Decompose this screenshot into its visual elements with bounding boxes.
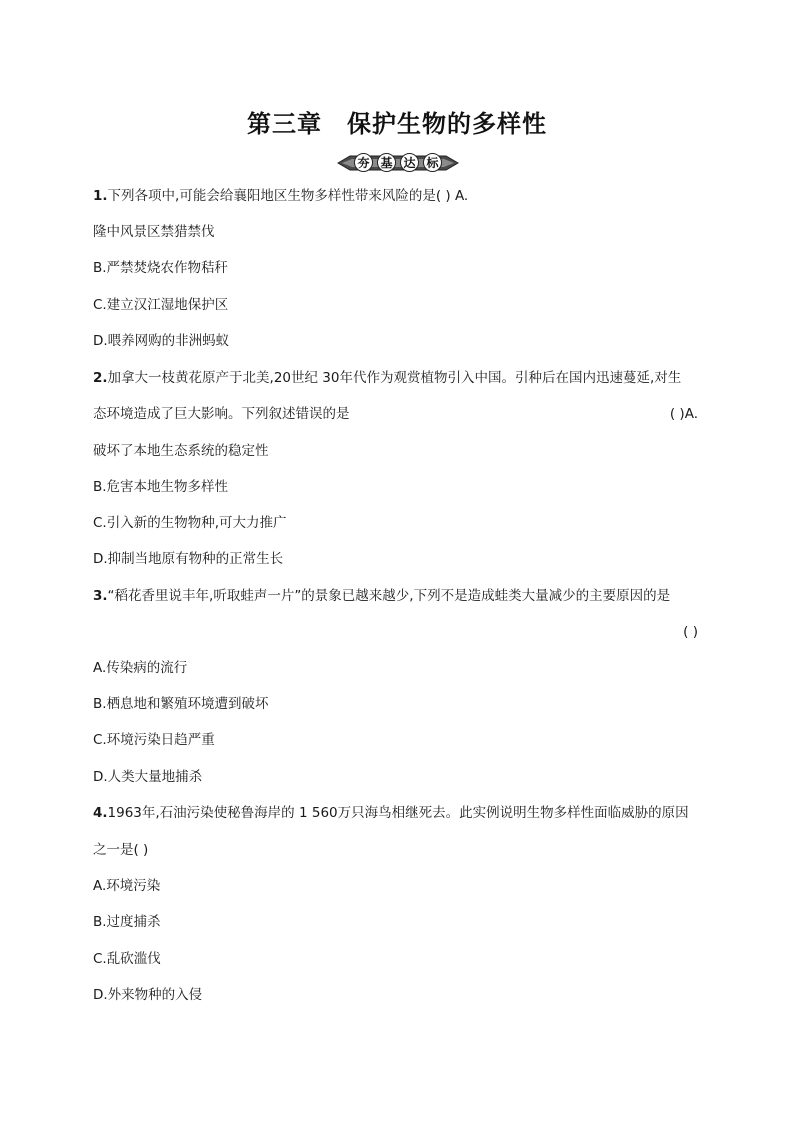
answer-bracket: ( ) <box>683 624 698 640</box>
page-title: 第三章 保护生物的多样性 <box>247 109 547 138</box>
question-text: 1963年,石油污染使秘鲁海岸的 1 560万只海鸟相继死去。此实例说明生物多样性面临威胁的原因 <box>107 805 689 821</box>
question-1-stem-line1 <box>93 186 468 206</box>
question-text: 下列各项中,可能会给襄阳地区生物多样性带来风险的是( ) A. <box>107 188 469 204</box>
question-number: 1. <box>93 188 108 204</box>
question-3-option-d: D.人类大量地捕杀 <box>93 769 203 785</box>
question-3-stem-line1 <box>93 586 670 606</box>
question-3-option-c: C.环境污染日趋严重 <box>93 732 215 748</box>
question-2-option-c: C.引入新的生物物种,可大力推广 <box>93 515 287 531</box>
question-2-stem-line3: 破坏了本地生态系统的稳定性 <box>93 443 269 459</box>
question-3-option-b: B.栖息地和繁殖环境遭到破坏 <box>93 696 269 712</box>
section-badge <box>336 150 460 176</box>
question-text: 加拿大一枝黄花原产于北美,20世纪 30年代作为观赏植物引入中国。引种后在国内迅速蔓延,对生 <box>107 370 682 386</box>
question-number: 4. <box>93 805 108 821</box>
badge-char: 标 <box>423 153 442 172</box>
question-1-option-b: B.严禁焚烧农作物秸秆 <box>93 260 229 276</box>
question-4-option-c: C.乱砍滥伐 <box>93 951 161 967</box>
question-2-stem-line2: 态环境造成了巨大影响。下列叙述错误的是 <box>93 406 350 422</box>
question-2-option-d: D.抑制当地原有物种的正常生长 <box>93 551 284 567</box>
question-2-stem-line1 <box>93 368 681 388</box>
question-1-stem-line2: 隆中风景区禁猎禁伐 <box>93 224 215 240</box>
question-4-stem-line2: 之一是( ) <box>93 842 149 858</box>
badge-char: 夯 <box>354 153 373 172</box>
question-4-option-d: D.外来物种的入侵 <box>93 987 203 1003</box>
question-number: 3. <box>93 588 108 604</box>
question-4-option-a: A.环境污染 <box>93 878 161 894</box>
question-number: 2. <box>93 370 108 386</box>
question-text: “稻花香里说丰年,听取蛙声一片”的景象已越来越少,下列不是造成蛙类大量减少的主要原因的是 <box>107 588 671 604</box>
question-4-stem-line1 <box>93 803 689 823</box>
question-1-option-d: D.喂养网购的非洲蚂蚁 <box>93 333 230 349</box>
question-1-option-c: C.建立汉江湿地保护区 <box>93 297 229 313</box>
badge-char: 基 <box>377 153 396 172</box>
question-4-option-b: B.过度捕杀 <box>93 914 161 930</box>
badge-char: 达 <box>400 153 419 172</box>
question-2-option-b: B.危害本地生物多样性 <box>93 479 229 495</box>
question-3-option-a: A.传染病的流行 <box>93 660 188 676</box>
answer-bracket: ( )A. <box>669 406 698 422</box>
